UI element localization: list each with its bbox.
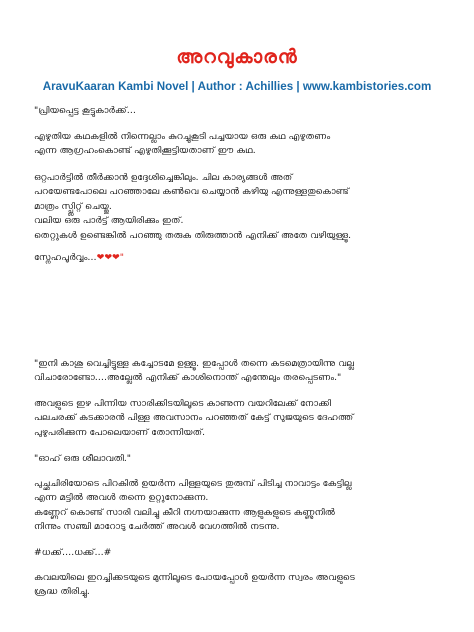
text-line: അവളുടെ ഇഴ പിന്നിയ സാരിക്കിടയിലൂടെ കാണുന്ന വയറിലേക്ക് നോക്കി	[34, 398, 332, 409]
text-line: ശ്രദ്ധ തിരിച്ചു.	[34, 586, 90, 598]
text-line: വിചാരോണ്ടോ….അല്ലേൽ എനിക്ക് കാശിനൊന്ത് എന്തേലും തരപ്പെടണം."	[34, 372, 342, 384]
paragraph-greeting	[34, 104, 440, 118]
text-line: മാത്രം സ്പ്ലിറ്റ് ചെയ്തു.	[34, 200, 112, 212]
text-line: നിന്നും സഞ്ചി മാറോടു ചേർത്ത് അവൾ വേഗത്തിൽ നടന്നു.	[34, 521, 280, 533]
paragraph-note	[34, 171, 440, 243]
paragraph-intro	[34, 130, 440, 159]
text-line: "ഓഹ് ഒരു ശീലാവതി."	[34, 453, 132, 464]
paragraph-narration-1	[34, 397, 440, 440]
paragraph-narration-2	[34, 477, 440, 535]
text-line: തെറ്റുകൾ ഉണ്ടെങ്കിൽ പറഞ്ഞു തരുക തിരുത്താൻ എനിക്ക് അതേ വഴിയുള്ളൂ.	[34, 229, 352, 241]
text-line: എഴുതിയ കഥകളിൽ നിന്നെല്ലാം കുറച്ചുകൂടി പച്ചയായ ഒരു കഥ എഴുതണം	[34, 131, 331, 142]
page-title: അറവുകാരൻ	[176, 46, 298, 68]
text-line: എന്ന ആഗ്രഹംകൊണ്ട് എഴുതിക്കൂട്ടിയതാണ് ഈ കഥ.	[34, 145, 256, 157]
text-line: പുഴുപരിക്കുന്ന പോലെയാണ് തോന്നിയത്.	[34, 426, 206, 438]
paragraph-dialogue-sheelavathi	[34, 452, 440, 466]
paragraph-narration-3	[34, 571, 440, 600]
text-line: പലചരക്ക് കടക്കാരൻ പിള്ള അവസാനം പറഞ്ഞത് കേട്ട് സുജയുടെ ദേഹത്ത്	[34, 412, 354, 424]
paragraph-signoff	[34, 251, 440, 265]
text-line: പുച്ഛചിരിയോടെ പിറകിൽ ഉയർന്ന പിള്ളയുടെ തുരുമ്പ് പിടിച്ച നാവാട്ടം കേട്ടില്ല	[34, 478, 352, 489]
text-line: സ്നേഹപൂർവ്വം…	[34, 252, 97, 263]
text-line: പറയേണ്ടപോലെ പറഞ്ഞാലേ കൺവെ ചെയ്യാൻ കഴിയു എന്നുള്ളതുകൊണ്ട്	[34, 186, 349, 198]
paragraph-dialogue-pillai	[34, 357, 440, 386]
hearts-icon: ❤❤❤"	[96, 252, 124, 263]
text-line: ഒറ്റപാർട്ടിൽ തീർക്കാൻ ഉദ്ദേശിച്ചെങ്കിലും. ചില കാര്യങ്ങൾ അത്	[34, 172, 293, 183]
text-line: "പ്രിയപ്പെട്ട കൂട്ടുകാർക്ക്…	[34, 105, 136, 116]
text-line: കവലയിലെ ഇറച്ചിക്കടയുടെ മുന്നിലൂടെ പോയപ്പോൾ ഉയർന്ന സ്വരം അവളുടെ	[34, 572, 355, 583]
text-line: #ധക്ക്….ധക്ക്…#	[34, 547, 112, 558]
text-line: വലിയ ഒരു പാർട്ട് ആയിരിക്കും ഇത്.	[34, 215, 184, 227]
text-line: "ഇനി കാശു വെച്ചിട്ടുള്ള കച്ചോടമേ ഉള്ളൂ. ഇപ്പോൾ തന്നെ കടമെത്രായിന്നു വല്ല	[34, 358, 355, 369]
paragraph-heartbeat	[34, 546, 440, 560]
text-line: എന്ന മട്ടിൽ അവൾ തന്നെ ഉറ്റുനോക്കുന്ന.	[34, 492, 209, 504]
page-subtitle: AravuKaaran Kambi Novel | Author : Achillies | www.kambistories.com	[42, 80, 432, 93]
text-line: കണ്ണേറ് കൊണ്ട് സാരി വലിച്ചു കീറി നഗ്നയാക്കുന്ന ആളുകളുടെ കണ്ണുനിൽ	[34, 506, 335, 518]
